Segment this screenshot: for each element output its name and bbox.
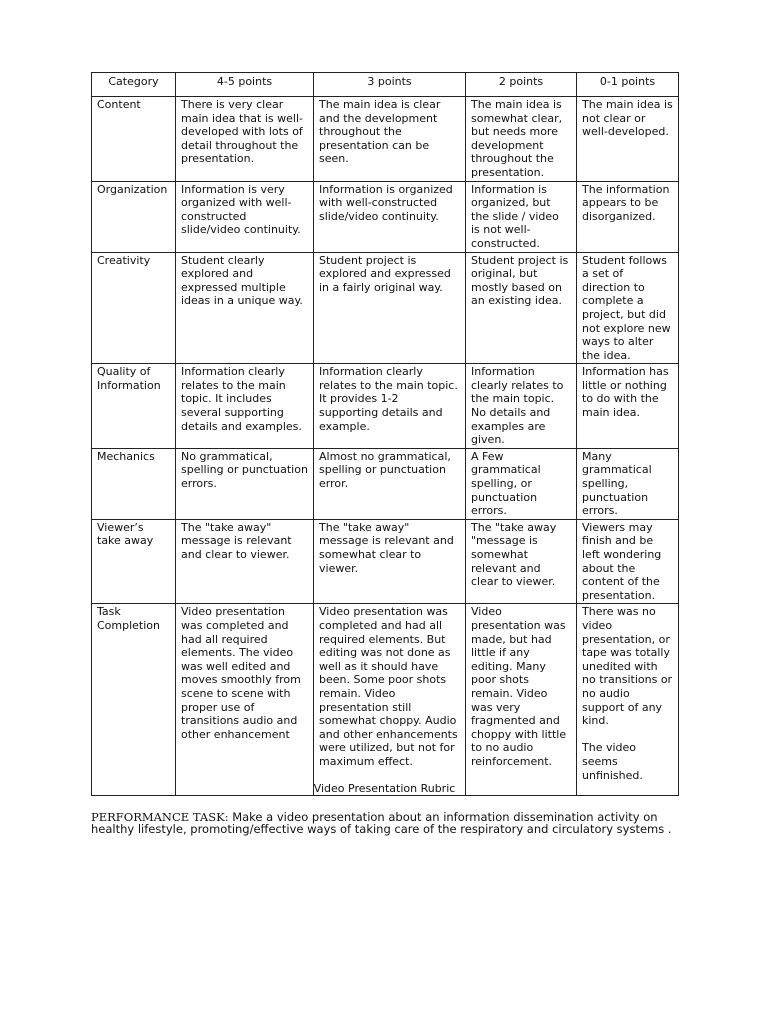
row-organization — [92, 181, 679, 252]
criteria-cell: Video presentation was completed and had all required elements. The video was well edited and moves smoothly from scene to scene with proper use of transitions audio and other enhancement — [176, 604, 314, 796]
criteria-cell: No grammatical, spelling or punctuation errors. — [176, 448, 314, 519]
criteria-cell: The information appears to be disorganized. — [577, 181, 679, 252]
row-quality-of-information — [92, 364, 679, 449]
category-cell: Quality of Information — [92, 364, 176, 449]
category-cell: Mechanics — [92, 448, 176, 519]
criteria-cell: Student clearly explored and expressed multiple ideas in a unique way. — [176, 252, 314, 364]
criteria-cell: Almost no grammatical, spelling or punctuation error. — [314, 448, 466, 519]
header-3-points: 3 points — [314, 73, 466, 97]
performance-task — [91, 811, 678, 835]
criteria-cell: The "take away" message is relevant and somewhat clear to viewer. — [314, 519, 466, 604]
criteria-cell: Student project is original, but mostly based on an existing idea. — [466, 252, 577, 364]
criteria-cell: There was no video presentation, or tape was totally unedited with no transitions or no audio support of any kind. The video seems unfinished. — [577, 604, 679, 796]
row-viewers-take-away — [92, 519, 679, 604]
criteria-cell: Student follows a set of direction to complete a project, but did not explore new ways to alter the idea. — [577, 252, 679, 364]
criteria-cell: A Few grammatical spelling, or punctuation errors. — [466, 448, 577, 519]
criteria-cell: The main idea is somewhat clear, but needs more development throughout the presentation. — [466, 97, 577, 182]
criteria-cell: Information is very organized with well-constructed slide/video continuity. — [176, 181, 314, 252]
criteria-cell: Many grammatical spelling, punctuation errors. — [577, 448, 679, 519]
header-4-5-points: 4-5 points — [176, 73, 314, 97]
row-content — [92, 97, 679, 182]
header-row — [92, 73, 679, 97]
criteria-cell: The main idea is not clear or well-developed. — [577, 97, 679, 182]
criteria-cell: Information is organized with well-constructed slide/video continuity. — [314, 181, 466, 252]
criteria-cell: There is very clear main idea that is well-developed with lots of detail throughout the presentation. — [176, 97, 314, 182]
row-creativity — [92, 252, 679, 364]
rubric-table — [91, 72, 679, 796]
category-cell: Viewer’s take away — [92, 519, 176, 604]
criteria-cell: The main idea is clear and the development throughout the presentation can be seen. — [314, 97, 466, 182]
criteria-cell: Information clearly relates to the main topic. It provides 1-2 supporting details and example. — [314, 364, 466, 449]
criteria-cell: Information clearly relates to the main topic. It includes several supporting details and examples. — [176, 364, 314, 449]
category-cell: Organization — [92, 181, 176, 252]
category-cell: Content — [92, 97, 176, 182]
table-caption: Video Presentation Rubric — [313, 782, 456, 795]
performance-task-text: Make a video presentation about an information dissemination activity on healthy lifestyle, promoting/effective ways of taking care of the respiratory and circulatory systems . — [91, 810, 672, 836]
criteria-cell: Viewers may finish and be left wondering about the content of the presentation. — [577, 519, 679, 604]
category-cell: Task Completion — [92, 604, 176, 796]
criteria-cell: Information clearly relates to the main topic. No details and examples are given. — [466, 364, 577, 449]
criteria-cell: Information has little or nothing to do with the main idea. — [577, 364, 679, 449]
row-task-completion — [92, 604, 679, 796]
criteria-cell: Video presentation was made, but had little if any editing. Many poor shots remain. Video was very fragmented and choppy with little to no audio reinforcement. — [466, 604, 577, 796]
row-mechanics — [92, 448, 679, 519]
header-category: Category — [92, 73, 176, 97]
header-2-points: 2 points — [466, 73, 577, 97]
criteria-cell: The "take away" message is relevant and clear to viewer. — [176, 519, 314, 604]
criteria-cell: Information is organized, but the slide / video is not well-constructed. — [466, 181, 577, 252]
criteria-cell: Video presentation was completed and had all required elements. But editing was not done as well as it should have been. Some poor shots remain. Video presentation still somewhat choppy. Audio and other enhancements were utilized, but not for maximum effect. — [314, 604, 466, 796]
performance-task-label: PERFORMANCE TASK: — [91, 810, 229, 824]
criteria-cell: Student project is explored and expressed in a fairly original way. — [314, 252, 466, 364]
header-0-1-points: 0-1 points — [577, 73, 679, 97]
category-cell: Creativity — [92, 252, 176, 364]
criteria-cell: The "take away "message is somewhat relevant and clear to viewer. — [466, 519, 577, 604]
